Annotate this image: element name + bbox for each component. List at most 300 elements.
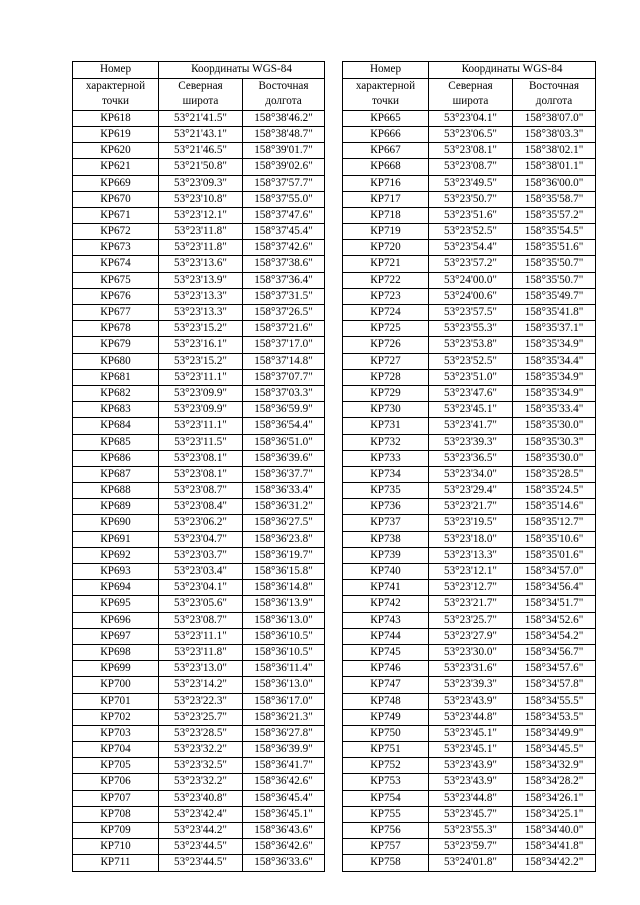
table-row [73, 742, 325, 758]
point-number-cell: КР743 [343, 612, 429, 628]
point-number-cell: КР667 [343, 143, 429, 159]
table-row [73, 596, 325, 612]
table-row [73, 709, 325, 725]
point-number-cell: КР740 [343, 564, 429, 580]
latitude-cell: 53°23'04.1" [429, 110, 513, 126]
latitude-cell: 53°23'12.7" [429, 580, 513, 596]
table-row [343, 418, 596, 434]
point-number-cell: КР755 [343, 806, 429, 822]
latitude-cell: 53°23'44.8" [429, 790, 513, 806]
point-number-cell: КР718 [343, 207, 429, 223]
table-row [73, 693, 325, 709]
table-row [343, 661, 596, 677]
table-row [73, 418, 325, 434]
table-body-left [73, 110, 325, 871]
table-row [73, 143, 325, 159]
point-number-cell: КР693 [73, 564, 159, 580]
latitude-cell: 53°23'13.6" [159, 256, 243, 272]
table-row [343, 774, 596, 790]
longitude-cell: 158°37'42.6" [243, 240, 325, 256]
table-row [73, 175, 325, 191]
longitude-cell: 158°36'15.8" [243, 564, 325, 580]
longitude-cell: 158°38'46.2" [243, 110, 325, 126]
header-latitude: Северная [159, 78, 243, 94]
point-number-cell: КР696 [73, 612, 159, 628]
longitude-cell: 158°36'14.8" [243, 580, 325, 596]
point-number-cell: КР703 [73, 725, 159, 741]
table-row [343, 191, 596, 207]
point-number-cell: КР748 [343, 693, 429, 709]
header-point-number: точки [73, 94, 159, 110]
latitude-cell: 53°23'03.7" [159, 547, 243, 563]
point-number-cell: КР735 [343, 483, 429, 499]
latitude-cell: 53°23'21.7" [429, 499, 513, 515]
latitude-cell: 53°23'15.2" [159, 321, 243, 337]
point-number-cell: КР752 [343, 758, 429, 774]
latitude-cell: 53°23'08.7" [159, 612, 243, 628]
latitude-cell: 53°23'45.1" [429, 725, 513, 741]
table-row [343, 855, 596, 871]
table-row [73, 126, 325, 142]
longitude-cell: 158°34'42.2" [513, 855, 596, 871]
longitude-cell: 158°39'02.6" [243, 159, 325, 175]
longitude-cell: 158°34'26.1" [513, 790, 596, 806]
longitude-cell: 158°36'41.7" [243, 758, 325, 774]
longitude-cell: 158°37'45.4" [243, 224, 325, 240]
latitude-cell: 53°23'55.3" [429, 321, 513, 337]
point-number-cell: КР717 [343, 191, 429, 207]
point-number-cell: КР730 [343, 402, 429, 418]
point-number-cell: КР731 [343, 418, 429, 434]
table-row [343, 483, 596, 499]
table-row [343, 839, 596, 855]
point-number-cell: КР745 [343, 644, 429, 660]
point-number-cell: КР699 [73, 661, 159, 677]
table-row [73, 159, 325, 175]
latitude-cell: 53°24'00.0" [429, 272, 513, 288]
latitude-cell: 53°23'32.5" [159, 758, 243, 774]
header-latitude: широта [159, 94, 243, 110]
longitude-cell: 158°37'26.5" [243, 305, 325, 321]
table-row [343, 224, 596, 240]
table-row [343, 709, 596, 725]
latitude-cell: 53°23'44.2" [159, 823, 243, 839]
table-row [343, 143, 596, 159]
longitude-cell: 158°34'49.9" [513, 725, 596, 741]
point-number-cell: КР744 [343, 628, 429, 644]
latitude-cell: 53°23'36.5" [429, 450, 513, 466]
longitude-cell: 158°36'10.5" [243, 644, 325, 660]
longitude-cell: 158°37'31.5" [243, 288, 325, 304]
point-number-cell: КР681 [73, 369, 159, 385]
longitude-cell: 158°36'54.4" [243, 418, 325, 434]
latitude-cell: 53°23'13.3" [159, 305, 243, 321]
table-row [73, 353, 325, 369]
latitude-cell: 53°23'30.0" [429, 644, 513, 660]
longitude-cell: 158°37'21.6" [243, 321, 325, 337]
longitude-cell: 158°34'40.0" [513, 823, 596, 839]
table-row [73, 402, 325, 418]
longitude-cell: 158°34'56.4" [513, 580, 596, 596]
point-number-cell: КР733 [343, 450, 429, 466]
table-row [343, 742, 596, 758]
longitude-cell: 158°36'11.4" [243, 661, 325, 677]
longitude-cell: 158°36'13.0" [243, 612, 325, 628]
longitude-cell: 158°34'57.6" [513, 661, 596, 677]
point-number-cell: КР750 [343, 725, 429, 741]
table-row [73, 240, 325, 256]
point-number-cell: КР695 [73, 596, 159, 612]
point-number-cell: КР692 [73, 547, 159, 563]
point-number-cell: КР747 [343, 677, 429, 693]
table-row [73, 725, 325, 741]
longitude-cell: 158°36'39.6" [243, 450, 325, 466]
header-coords-title: Координаты WGS-84 [429, 62, 596, 79]
point-number-cell: КР683 [73, 402, 159, 418]
point-number-cell: КР758 [343, 855, 429, 871]
header-coords-title: Координаты WGS-84 [159, 62, 325, 79]
latitude-cell: 53°23'39.3" [429, 434, 513, 450]
longitude-cell: 158°34'51.7" [513, 596, 596, 612]
longitude-cell: 158°34'53.5" [513, 709, 596, 725]
point-number-cell: КР677 [73, 305, 159, 321]
longitude-cell: 158°34'32.9" [513, 758, 596, 774]
latitude-cell: 53°23'22.3" [159, 693, 243, 709]
point-number-cell: КР749 [343, 709, 429, 725]
table-row [73, 855, 325, 871]
point-number-cell: КР725 [343, 321, 429, 337]
table-row [343, 385, 596, 401]
table-row [343, 240, 596, 256]
table-row [343, 547, 596, 563]
point-number-cell: КР671 [73, 207, 159, 223]
table-row [343, 272, 596, 288]
table-row [343, 175, 596, 191]
latitude-cell: 53°23'09.3" [159, 175, 243, 191]
table-row [343, 725, 596, 741]
point-number-cell: КР678 [73, 321, 159, 337]
latitude-cell: 53°23'14.2" [159, 677, 243, 693]
longitude-cell: 158°35'34.4" [513, 353, 596, 369]
latitude-cell: 53°23'45.1" [429, 742, 513, 758]
longitude-cell: 158°36'17.0" [243, 693, 325, 709]
latitude-cell: 53°23'29.4" [429, 483, 513, 499]
table-row [73, 207, 325, 223]
point-number-cell: КР741 [343, 580, 429, 596]
point-number-cell: КР723 [343, 288, 429, 304]
longitude-cell: 158°35'24.5" [513, 483, 596, 499]
table-row [343, 207, 596, 223]
longitude-cell: 158°36'59.9" [243, 402, 325, 418]
coordinates-table-right [342, 61, 596, 872]
point-number-cell: КР694 [73, 580, 159, 596]
longitude-cell: 158°36'31.2" [243, 499, 325, 515]
latitude-cell: 53°23'53.8" [429, 337, 513, 353]
point-number-cell: КР721 [343, 256, 429, 272]
latitude-cell: 53°23'45.7" [429, 806, 513, 822]
table-row [73, 466, 325, 482]
longitude-cell: 158°36'37.7" [243, 466, 325, 482]
table-row [343, 531, 596, 547]
longitude-cell: 158°36'33.4" [243, 483, 325, 499]
table-row [343, 369, 596, 385]
longitude-cell: 158°36'10.5" [243, 628, 325, 644]
latitude-cell: 53°23'31.6" [429, 661, 513, 677]
table-row [73, 385, 325, 401]
point-number-cell: КР734 [343, 466, 429, 482]
point-number-cell: КР680 [73, 353, 159, 369]
table-row [343, 305, 596, 321]
header-longitude: долгота [243, 94, 325, 110]
longitude-cell: 158°34'25.1" [513, 806, 596, 822]
longitude-cell: 158°38'01.1" [513, 159, 596, 175]
longitude-cell: 158°36'45.1" [243, 806, 325, 822]
latitude-cell: 53°23'11.5" [159, 434, 243, 450]
latitude-cell: 53°23'21.7" [429, 596, 513, 612]
table-body-right [343, 110, 596, 871]
table-row [73, 337, 325, 353]
table-row [73, 256, 325, 272]
point-number-cell: КР668 [343, 159, 429, 175]
latitude-cell: 53°23'39.3" [429, 677, 513, 693]
point-number-cell: КР709 [73, 823, 159, 839]
point-number-cell: КР716 [343, 175, 429, 191]
table-row [73, 531, 325, 547]
latitude-cell: 53°21'43.1" [159, 126, 243, 142]
latitude-cell: 53°23'04.1" [159, 580, 243, 596]
longitude-cell: 158°36'51.0" [243, 434, 325, 450]
point-number-cell: КР708 [73, 806, 159, 822]
longitude-cell: 158°39'01.7" [243, 143, 325, 159]
latitude-cell: 53°23'54.4" [429, 240, 513, 256]
longitude-cell: 158°34'28.2" [513, 774, 596, 790]
point-number-cell: КР736 [343, 499, 429, 515]
longitude-cell: 158°36'13.0" [243, 677, 325, 693]
latitude-cell: 53°23'43.9" [429, 774, 513, 790]
longitude-cell: 158°35'30.3" [513, 434, 596, 450]
latitude-cell: 53°23'11.8" [159, 224, 243, 240]
table-row [343, 321, 596, 337]
point-number-cell: КР686 [73, 450, 159, 466]
table-row [343, 353, 596, 369]
table-row [73, 515, 325, 531]
longitude-cell: 158°35'58.7" [513, 191, 596, 207]
header-point-number: точки [343, 94, 429, 110]
point-number-cell: КР739 [343, 547, 429, 563]
longitude-cell: 158°34'56.7" [513, 644, 596, 660]
latitude-cell: 53°24'00.6" [429, 288, 513, 304]
longitude-cell: 158°35'34.9" [513, 337, 596, 353]
point-number-cell: КР732 [343, 434, 429, 450]
table-row [343, 288, 596, 304]
table-row [73, 644, 325, 660]
latitude-cell: 53°23'13.3" [429, 547, 513, 563]
longitude-cell: 158°37'17.0" [243, 337, 325, 353]
latitude-cell: 53°23'12.1" [159, 207, 243, 223]
longitude-cell: 158°36'43.6" [243, 823, 325, 839]
point-number-cell: КР698 [73, 644, 159, 660]
latitude-cell: 53°23'25.7" [159, 709, 243, 725]
table-row [343, 677, 596, 693]
longitude-cell: 158°36'00.0" [513, 175, 596, 191]
table-row [73, 305, 325, 321]
table-row [343, 612, 596, 628]
longitude-cell: 158°36'42.6" [243, 839, 325, 855]
point-number-cell: КР619 [73, 126, 159, 142]
latitude-cell: 53°23'06.5" [429, 126, 513, 142]
longitude-cell: 158°35'37.1" [513, 321, 596, 337]
longitude-cell: 158°37'36.4" [243, 272, 325, 288]
longitude-cell: 158°35'51.6" [513, 240, 596, 256]
header-latitude: Северная [429, 78, 513, 94]
latitude-cell: 53°23'44.8" [429, 709, 513, 725]
table-row [73, 450, 325, 466]
latitude-cell: 53°23'05.6" [159, 596, 243, 612]
latitude-cell: 53°23'08.1" [159, 450, 243, 466]
point-number-cell: КР756 [343, 823, 429, 839]
latitude-cell: 53°23'27.9" [429, 628, 513, 644]
latitude-cell: 53°23'08.1" [429, 143, 513, 159]
latitude-cell: 53°23'59.7" [429, 839, 513, 855]
table-row [73, 547, 325, 563]
longitude-cell: 158°35'10.6" [513, 531, 596, 547]
point-number-cell: КР670 [73, 191, 159, 207]
point-number-cell: КР720 [343, 240, 429, 256]
latitude-cell: 53°23'10.8" [159, 191, 243, 207]
table-row [73, 191, 325, 207]
coordinates-table-left [72, 61, 325, 872]
latitude-cell: 53°23'08.4" [159, 499, 243, 515]
longitude-cell: 158°36'42.6" [243, 774, 325, 790]
point-number-cell: КР746 [343, 661, 429, 677]
latitude-cell: 53°23'13.9" [159, 272, 243, 288]
point-number-cell: КР665 [343, 110, 429, 126]
latitude-cell: 53°23'34.0" [429, 466, 513, 482]
point-number-cell: КР676 [73, 288, 159, 304]
longitude-cell: 158°38'03.3" [513, 126, 596, 142]
latitude-cell: 53°23'44.5" [159, 839, 243, 855]
longitude-cell: 158°36'27.5" [243, 515, 325, 531]
table-row [73, 677, 325, 693]
point-number-cell: КР620 [73, 143, 159, 159]
latitude-cell: 53°23'32.2" [159, 774, 243, 790]
latitude-cell: 53°23'04.7" [159, 531, 243, 547]
longitude-cell: 158°34'54.2" [513, 628, 596, 644]
point-number-cell: КР621 [73, 159, 159, 175]
table-row [73, 483, 325, 499]
longitude-cell: 158°38'48.7" [243, 126, 325, 142]
point-number-cell: КР697 [73, 628, 159, 644]
point-number-cell: КР728 [343, 369, 429, 385]
point-number-cell: КР675 [73, 272, 159, 288]
latitude-cell: 53°23'32.2" [159, 742, 243, 758]
point-number-cell: КР702 [73, 709, 159, 725]
table-row [73, 790, 325, 806]
point-number-cell: КР710 [73, 839, 159, 855]
point-number-cell: КР673 [73, 240, 159, 256]
table-row [343, 596, 596, 612]
longitude-cell: 158°37'38.6" [243, 256, 325, 272]
point-number-cell: КР757 [343, 839, 429, 855]
header-point-number: Номер [73, 62, 159, 79]
point-number-cell: КР684 [73, 418, 159, 434]
latitude-cell: 53°23'19.5" [429, 515, 513, 531]
table-row [343, 402, 596, 418]
longitude-cell: 158°34'45.5" [513, 742, 596, 758]
latitude-cell: 53°23'11.1" [159, 369, 243, 385]
longitude-cell: 158°36'45.4" [243, 790, 325, 806]
table-row [343, 499, 596, 515]
table-row [73, 564, 325, 580]
latitude-cell: 53°23'11.1" [159, 418, 243, 434]
table-row [343, 159, 596, 175]
longitude-cell: 158°37'14.8" [243, 353, 325, 369]
table-row [343, 515, 596, 531]
table-row [73, 774, 325, 790]
point-number-cell: КР701 [73, 693, 159, 709]
longitude-cell: 158°37'03.3" [243, 385, 325, 401]
latitude-cell: 53°23'06.2" [159, 515, 243, 531]
point-number-cell: КР672 [73, 224, 159, 240]
longitude-cell: 158°34'55.5" [513, 693, 596, 709]
latitude-cell: 53°23'51.0" [429, 369, 513, 385]
latitude-cell: 53°23'50.7" [429, 191, 513, 207]
point-number-cell: КР669 [73, 175, 159, 191]
latitude-cell: 53°23'41.7" [429, 418, 513, 434]
table-row [343, 790, 596, 806]
latitude-cell: 53°21'41.5" [159, 110, 243, 126]
table-row [343, 823, 596, 839]
point-number-cell: КР688 [73, 483, 159, 499]
latitude-cell: 53°23'11.1" [159, 628, 243, 644]
table-row [73, 823, 325, 839]
point-number-cell: КР691 [73, 531, 159, 547]
header-latitude: широта [429, 94, 513, 110]
table-row [343, 434, 596, 450]
point-number-cell: КР679 [73, 337, 159, 353]
latitude-cell: 53°23'52.5" [429, 224, 513, 240]
longitude-cell: 158°36'21.3" [243, 709, 325, 725]
table-row [73, 580, 325, 596]
point-number-cell: КР706 [73, 774, 159, 790]
latitude-cell: 53°23'49.5" [429, 175, 513, 191]
longitude-cell: 158°35'50.7" [513, 272, 596, 288]
point-number-cell: КР738 [343, 531, 429, 547]
longitude-cell: 158°34'57.8" [513, 677, 596, 693]
table-row [73, 434, 325, 450]
table-row [343, 628, 596, 644]
latitude-cell: 53°23'08.7" [429, 159, 513, 175]
latitude-cell: 53°23'45.1" [429, 402, 513, 418]
table-row [73, 806, 325, 822]
latitude-cell: 53°23'03.4" [159, 564, 243, 580]
point-number-cell: КР754 [343, 790, 429, 806]
point-number-cell: КР690 [73, 515, 159, 531]
table-row [73, 110, 325, 126]
longitude-cell: 158°35'28.5" [513, 466, 596, 482]
point-number-cell: КР687 [73, 466, 159, 482]
point-number-cell: КР711 [73, 855, 159, 871]
header-longitude: Восточная [513, 78, 596, 94]
table-row [73, 628, 325, 644]
latitude-cell: 53°23'11.8" [159, 240, 243, 256]
header-point-number: характерной [73, 78, 159, 94]
table-row [343, 256, 596, 272]
table-row [343, 758, 596, 774]
point-number-cell: КР685 [73, 434, 159, 450]
latitude-cell: 53°23'08.7" [159, 483, 243, 499]
point-number-cell: КР682 [73, 385, 159, 401]
